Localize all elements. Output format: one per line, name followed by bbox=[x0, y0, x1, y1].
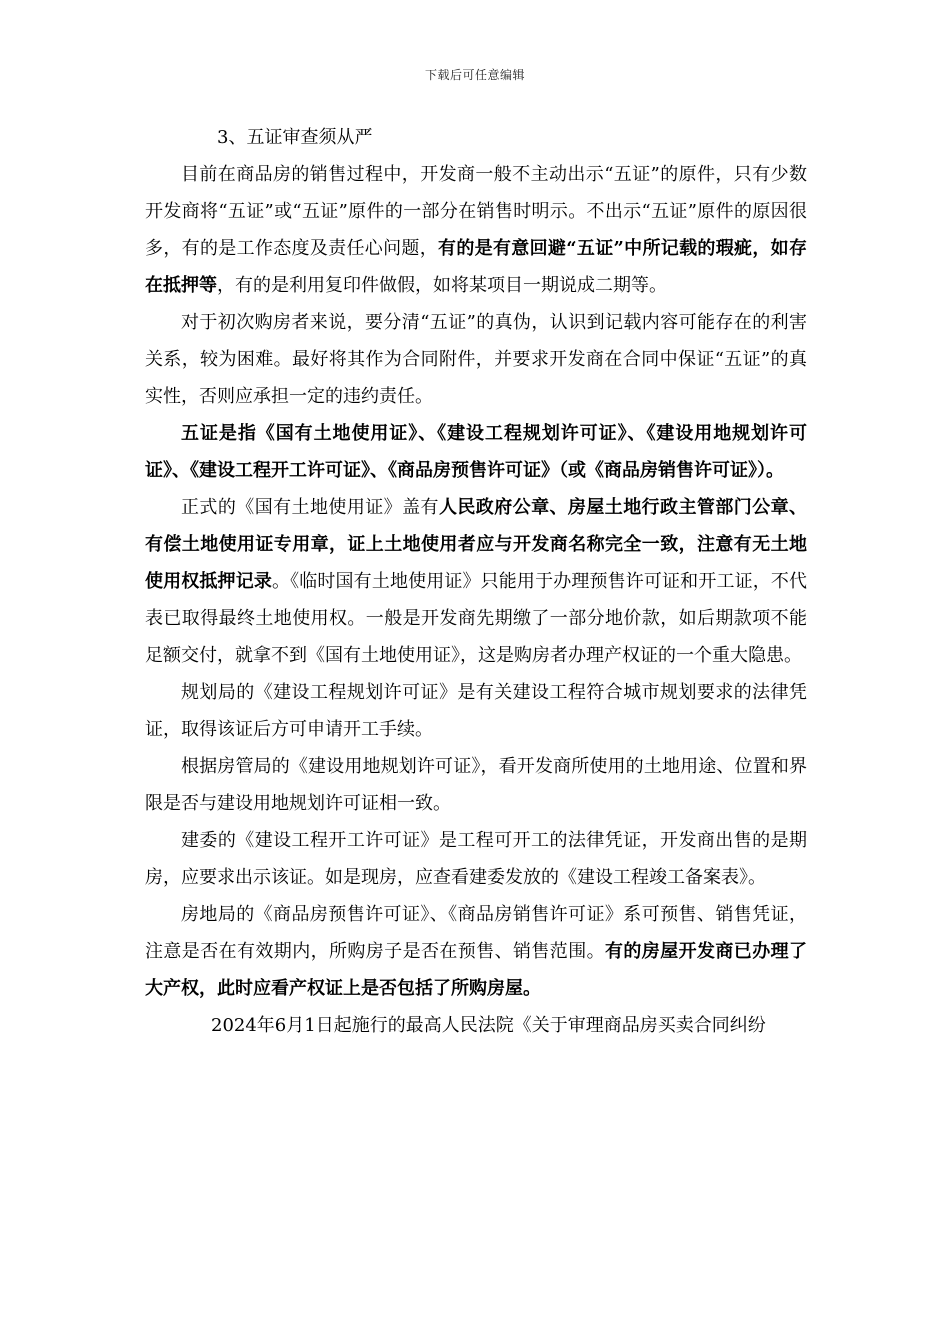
paragraph-text: ，有的是利用复印件做假，如将某项目一期说成二期等。 bbox=[217, 275, 667, 296]
paragraph-text: 正式的《国有土地使用证》盖有 bbox=[181, 497, 439, 518]
paragraph-construction-permit: 建委的《建设工程开工许可证》是工程可开工的法律凭证，开发商出售的是期房，应要求出示该证。如是现房，应查看建委发放的《建设工程竣工备案表》。 bbox=[145, 830, 807, 888]
document-body bbox=[145, 119, 807, 1044]
paragraph-sales-permit bbox=[145, 896, 807, 1007]
paragraph-text: 目前在商品房的销售过程中，开发商一般不主动出示“五证”的原件，只有少数开发商将“五证”或“五证”原件的一部分在销售时明示。不出示“五证”原件的原因很多，有的是工作态度及责任心问题， bbox=[145, 164, 807, 259]
paragraph-bold-text: 人民政府公章、房屋土地行政主管部门公章、有偿土地使用证专用章，证上土地使用者应与开发商名称完全一致，注意有无土地使用权抵押记录 bbox=[145, 497, 808, 592]
paragraph-five-certificates-list: 五证是指《国有土地使用证》、《建设工程规划许可证》、《建设用地规划许可证》、《建设工程开工许可证》、《商品房预售许可证》（或《商品房销售许可证》）。 bbox=[145, 423, 807, 481]
paragraph-bold-text: 有的房屋开发商已办理了大产权，此时应看产权证上是否包括了所购房屋。 bbox=[145, 941, 807, 999]
paragraph-court-interpretation: 2024年6月1日起施行的最高人民法院《关于审理商品房买卖合同纠纷 bbox=[211, 1015, 766, 1036]
paragraph-bold-text: 有的是有意回避“五证”中所记载的瑕疵，如存在抵押等 bbox=[145, 238, 807, 296]
paragraph-land-use-certificate bbox=[145, 489, 807, 674]
paragraph-text: 。《临时国有土地使用证》只能用于办理预售许可证和开工证，不代表已取得最终土地使用权。一般是开发商先期缴了一部分地价款，如后期款项不能足额交付，就拿不到《国有土地使用证》，这是购房者办理产权证的一个重大隐患。 bbox=[145, 571, 808, 666]
section-heading: 3、五证审查须从严 bbox=[217, 127, 373, 148]
paragraph-five-certificates-intro bbox=[145, 156, 807, 304]
paragraph-text: 房地局的《商品房预售许可证》、《商品房销售许可证》系可预售、销售凭证，注意是否在有效期内，所购房子是否在预售、销售范围。 bbox=[145, 904, 807, 962]
paragraph-land-planning-permit: 根据房管局的《建设用地规划许可证》，看开发商所使用的土地用途、位置和界限是否与建设用地规划许可证相一致。 bbox=[145, 756, 807, 814]
paragraph-planning-permit: 规划局的《建设工程规划许可证》是有关建设工程符合城市规划要求的法律凭证，取得该证后方可申请开工手续。 bbox=[145, 682, 807, 740]
paragraph-first-time-buyers: 对于初次购房者来说，要分清“五证”的真伪，认识到记载内容可能存在的利害关系，较为困难。最好将其作为合同附件，并要求开发商在合同中保证“五证”的真实性，否则应承担一定的违约责任。 bbox=[145, 312, 807, 407]
header-note: 下载后可任意编辑 bbox=[424, 68, 525, 82]
